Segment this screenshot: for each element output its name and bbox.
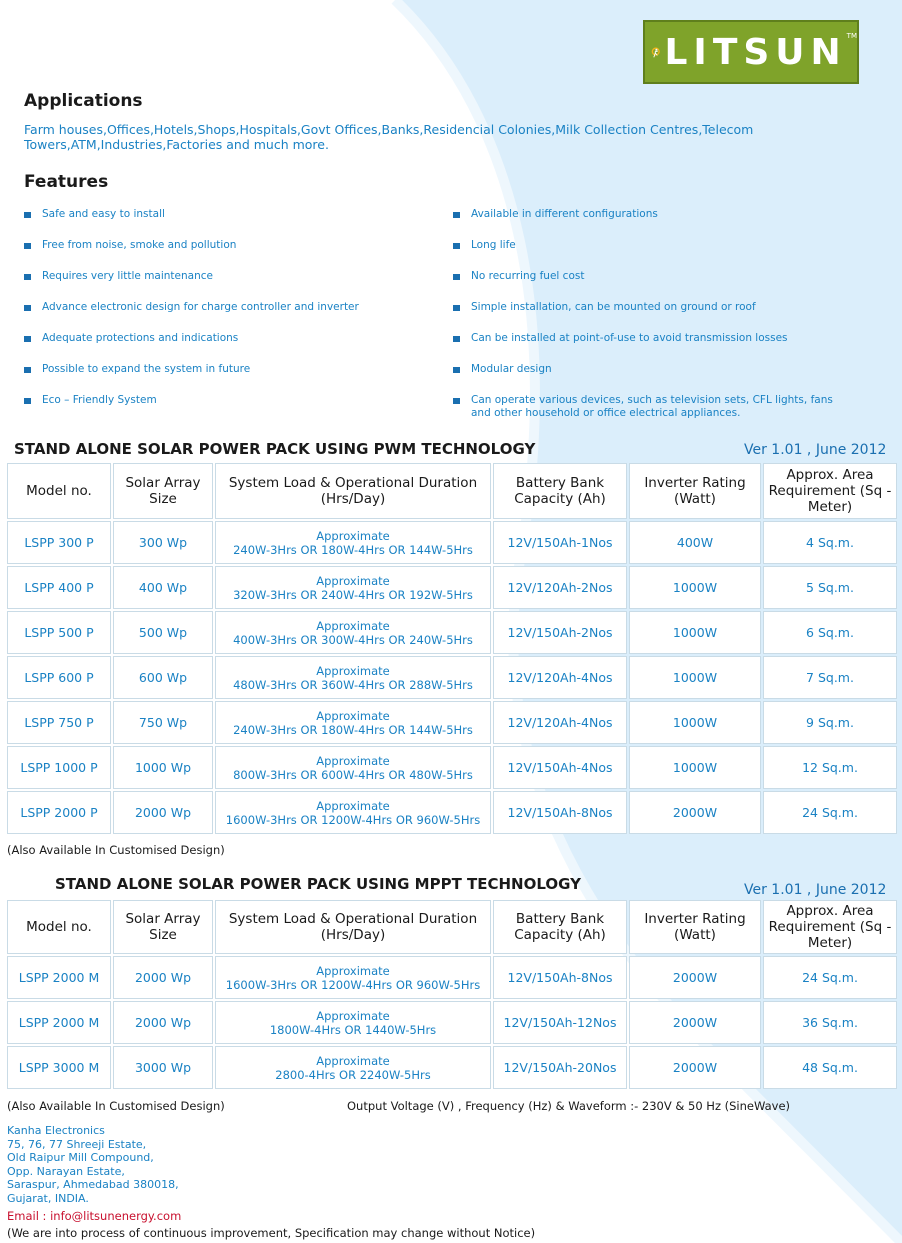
cell-array-size: 3000 Wp: [113, 1046, 213, 1089]
feature-item: Adequate protections and indications: [24, 332, 238, 345]
cell-battery: 12V/150Ah-4Nos: [493, 746, 627, 789]
load-options: 240W-3Hrs OR 180W-4Hrs OR 144W-5Hrs: [233, 722, 473, 737]
load-approx-label: Approximate: [316, 663, 390, 678]
load-approx-label: Approximate: [316, 1053, 390, 1068]
cell-array-size: 1000 Wp: [113, 746, 213, 789]
feature-item: Possible to expand the system in future: [24, 363, 250, 376]
header-inverter: Inverter Rating (Watt): [629, 900, 761, 954]
cell-array-size: 400 Wp: [113, 566, 213, 609]
load-options: 240W-3Hrs OR 180W-4Hrs OR 144W-5Hrs: [233, 542, 473, 557]
cell-inverter: 1000W: [629, 701, 761, 744]
cell-inverter: 2000W: [629, 956, 761, 999]
cell-area: 24 Sq.m.: [763, 956, 897, 999]
load-approx-label: Approximate: [316, 963, 390, 978]
load-options: 480W-3Hrs OR 360W-4Hrs OR 288W-5Hrs: [233, 677, 473, 692]
load-options: 1800W-4Hrs OR 1440W-5Hrs: [269, 1022, 437, 1037]
cell-battery: 12V/150Ah-8Nos: [493, 956, 627, 999]
logo-wordmark: LITSUN: [664, 31, 847, 73]
cell-battery: 12V/120Ah-2Nos: [493, 566, 627, 609]
table-row: [7, 521, 897, 564]
table-header-row: [7, 463, 897, 519]
cell-inverter: 400W: [629, 521, 761, 564]
load-approx-label: Approximate: [316, 798, 390, 813]
header-area: Approx. Area Requirement (Sq - Meter): [763, 463, 897, 519]
header-model: Model no.: [7, 463, 111, 519]
cell-inverter: 1000W: [629, 611, 761, 654]
cell-array-size: 750 Wp: [113, 701, 213, 744]
cell-battery: 12V/150Ah-8Nos: [493, 791, 627, 834]
features-list: [24, 205, 884, 425]
address-line: Saraspur, Ahmedabad 380018,: [7, 1178, 179, 1192]
pwm-version: Ver 1.01 , June 2012: [744, 442, 887, 458]
cell-area: 4 Sq.m.: [763, 521, 897, 564]
load-options: 320W-3Hrs OR 240W-4Hrs OR 192W-5Hrs: [233, 587, 473, 602]
load-approx-label: Approximate: [316, 618, 390, 633]
cell-area: 12 Sq.m.: [763, 746, 897, 789]
cell-area: 6 Sq.m.: [763, 611, 897, 654]
table-row: [7, 701, 897, 744]
pwm-customised-note: (Also Available In Customised Design): [7, 843, 225, 857]
cell-inverter: 2000W: [629, 791, 761, 834]
cell-system-load: [215, 521, 491, 564]
mppt-customised-note: (Also Available In Customised Design): [7, 1099, 225, 1113]
cell-model: LSPP 300 P: [7, 521, 111, 564]
cell-inverter: 1000W: [629, 566, 761, 609]
table-row: [7, 656, 897, 699]
cell-array-size: 300 Wp: [113, 521, 213, 564]
feature-item: No recurring fuel cost: [453, 270, 584, 283]
table-row: [7, 746, 897, 789]
feature-item: Safe and easy to install: [24, 208, 165, 221]
load-options: 1600W-3Hrs OR 1200W-4Hrs OR 960W-5Hrs: [225, 977, 481, 992]
cell-system-load: [215, 791, 491, 834]
cell-model: LSPP 2000 M: [7, 956, 111, 999]
applications-text: Farm houses,Offices,Hotels,Shops,Hospitals,Govt Offices,Banks,Residencial Colonies,Milk Collection Centres,Telecom Towers,ATM,Industries,Factories and much more.: [24, 122, 754, 152]
cell-array-size: 2000 Wp: [113, 1001, 213, 1044]
header-area: Approx. Area Requirement (Sq - Meter): [763, 900, 897, 954]
cell-area: 24 Sq.m.: [763, 791, 897, 834]
features-heading: Features: [24, 172, 109, 192]
header-system-load: System Load & Operational Duration (Hrs/Day): [215, 900, 491, 954]
table-row: [7, 956, 897, 999]
cell-system-load: [215, 701, 491, 744]
table-row: [7, 1046, 897, 1089]
feature-item: Simple installation, can be mounted on ground or roof: [453, 301, 756, 314]
cell-area: 36 Sq.m.: [763, 1001, 897, 1044]
feature-item: Requires very little maintenance: [24, 270, 213, 283]
address-line: Old Raipur Mill Compound,: [7, 1151, 154, 1165]
feature-item: Long life: [453, 239, 516, 252]
header-system-load: System Load & Operational Duration (Hrs/Day): [215, 463, 491, 519]
table-row: [7, 791, 897, 834]
cell-system-load: [215, 956, 491, 999]
mppt-version: Ver 1.01 , June 2012: [744, 882, 887, 898]
cell-area: 9 Sq.m.: [763, 701, 897, 744]
cell-model: LSPP 400 P: [7, 566, 111, 609]
load-approx-label: Approximate: [316, 1008, 390, 1023]
cell-battery: 12V/150Ah-2Nos: [493, 611, 627, 654]
footer-disclaimer: (We are into process of continuous improvement, Specification may change without Notice): [7, 1226, 536, 1240]
load-approx-label: Approximate: [316, 708, 390, 723]
cell-model: LSPP 1000 P: [7, 746, 111, 789]
mppt-spec-table: [5, 898, 899, 1091]
cell-array-size: 500 Wp: [113, 611, 213, 654]
cell-battery: 12V/120Ah-4Nos: [493, 701, 627, 744]
cell-model: LSPP 2000 P: [7, 791, 111, 834]
cell-system-load: [215, 746, 491, 789]
cell-system-load: [215, 611, 491, 654]
cell-area: 5 Sq.m.: [763, 566, 897, 609]
pwm-table-title: STAND ALONE SOLAR POWER PACK USING PWM TECHNOLOGY: [14, 440, 536, 458]
cell-model: LSPP 500 P: [7, 611, 111, 654]
header-battery: Battery Bank Capacity (Ah): [493, 900, 627, 954]
cell-battery: 12V/120Ah-4Nos: [493, 656, 627, 699]
header-battery: Battery Bank Capacity (Ah): [493, 463, 627, 519]
cell-system-load: [215, 656, 491, 699]
cell-inverter: 1000W: [629, 746, 761, 789]
cell-model: LSPP 3000 M: [7, 1046, 111, 1089]
cell-inverter: 1000W: [629, 656, 761, 699]
address-line: Gujarat, INDIA.: [7, 1191, 89, 1205]
cell-battery: 12V/150Ah-20Nos: [493, 1046, 627, 1089]
table-row: [7, 1001, 897, 1044]
load-approx-label: Approximate: [316, 528, 390, 543]
table-row: [7, 611, 897, 654]
header-model: Model no.: [7, 900, 111, 954]
cell-inverter: 2000W: [629, 1046, 761, 1089]
address-line: 75, 76, 77 Shreeji Estate,: [7, 1137, 147, 1151]
table-row: [7, 566, 897, 609]
logo-trademark: TM: [846, 32, 857, 40]
load-options: 400W-3Hrs OR 300W-4Hrs OR 240W-5Hrs: [233, 632, 473, 647]
header-array-size: Solar Array Size: [113, 900, 213, 954]
contact-email[interactable]: Email : info@litsunenergy.com: [7, 1209, 182, 1223]
table-header-row: [7, 900, 897, 954]
address-line: Opp. Narayan Estate,: [7, 1164, 125, 1178]
header-array-size: Solar Array Size: [113, 463, 213, 519]
cell-battery: 12V/150Ah-1Nos: [493, 521, 627, 564]
cell-model: LSPP 600 P: [7, 656, 111, 699]
load-options: 1600W-3Hrs OR 1200W-4Hrs OR 960W-5Hrs: [225, 812, 481, 827]
cell-area: 48 Sq.m.: [763, 1046, 897, 1089]
cell-system-load: [215, 566, 491, 609]
load-options: 2800-4Hrs OR 2240W-5Hrs: [275, 1067, 431, 1082]
cell-system-load: [215, 1001, 491, 1044]
litsun-logo: [643, 20, 859, 84]
address-line: Kanha Electronics: [7, 1124, 105, 1137]
contact-address: [7, 1124, 179, 1206]
cell-system-load: [215, 1046, 491, 1089]
cell-array-size: 2000 Wp: [113, 791, 213, 834]
feature-item: Can be installed at point-of-use to avoid transmission losses: [453, 332, 788, 345]
mppt-table-title: STAND ALONE SOLAR POWER PACK USING MPPT TECHNOLOGY: [55, 875, 581, 893]
cell-model: LSPP 2000 M: [7, 1001, 111, 1044]
applications-heading: Applications: [24, 91, 143, 111]
pwm-spec-table: [5, 461, 899, 836]
feature-item: Eco – Friendly System: [24, 394, 157, 407]
sun-figure-icon: [649, 22, 662, 82]
feature-item: Available in different configurations: [453, 208, 658, 221]
output-voltage-note: Output Voltage (V) , Frequency (Hz) & Waveform :- 230V & 50 Hz (SineWave): [347, 1099, 791, 1113]
cell-array-size: 600 Wp: [113, 656, 213, 699]
header-inverter: Inverter Rating (Watt): [629, 463, 761, 519]
load-approx-label: Approximate: [316, 573, 390, 588]
load-options: 800W-3Hrs OR 600W-4Hrs OR 480W-5Hrs: [233, 767, 473, 782]
load-approx-label: Approximate: [316, 753, 390, 768]
cell-area: 7 Sq.m.: [763, 656, 897, 699]
cell-model: LSPP 750 P: [7, 701, 111, 744]
feature-item: Can operate various devices, such as television sets, CFL lights, fans and other household or office electrical appliances.: [453, 394, 853, 420]
feature-item: Modular design: [453, 363, 552, 376]
cell-array-size: 2000 Wp: [113, 956, 213, 999]
cell-battery: 12V/150Ah-12Nos: [493, 1001, 627, 1044]
feature-item: Advance electronic design for charge controller and inverter: [24, 301, 359, 314]
feature-item: Free from noise, smoke and pollution: [24, 239, 236, 252]
cell-inverter: 2000W: [629, 1001, 761, 1044]
